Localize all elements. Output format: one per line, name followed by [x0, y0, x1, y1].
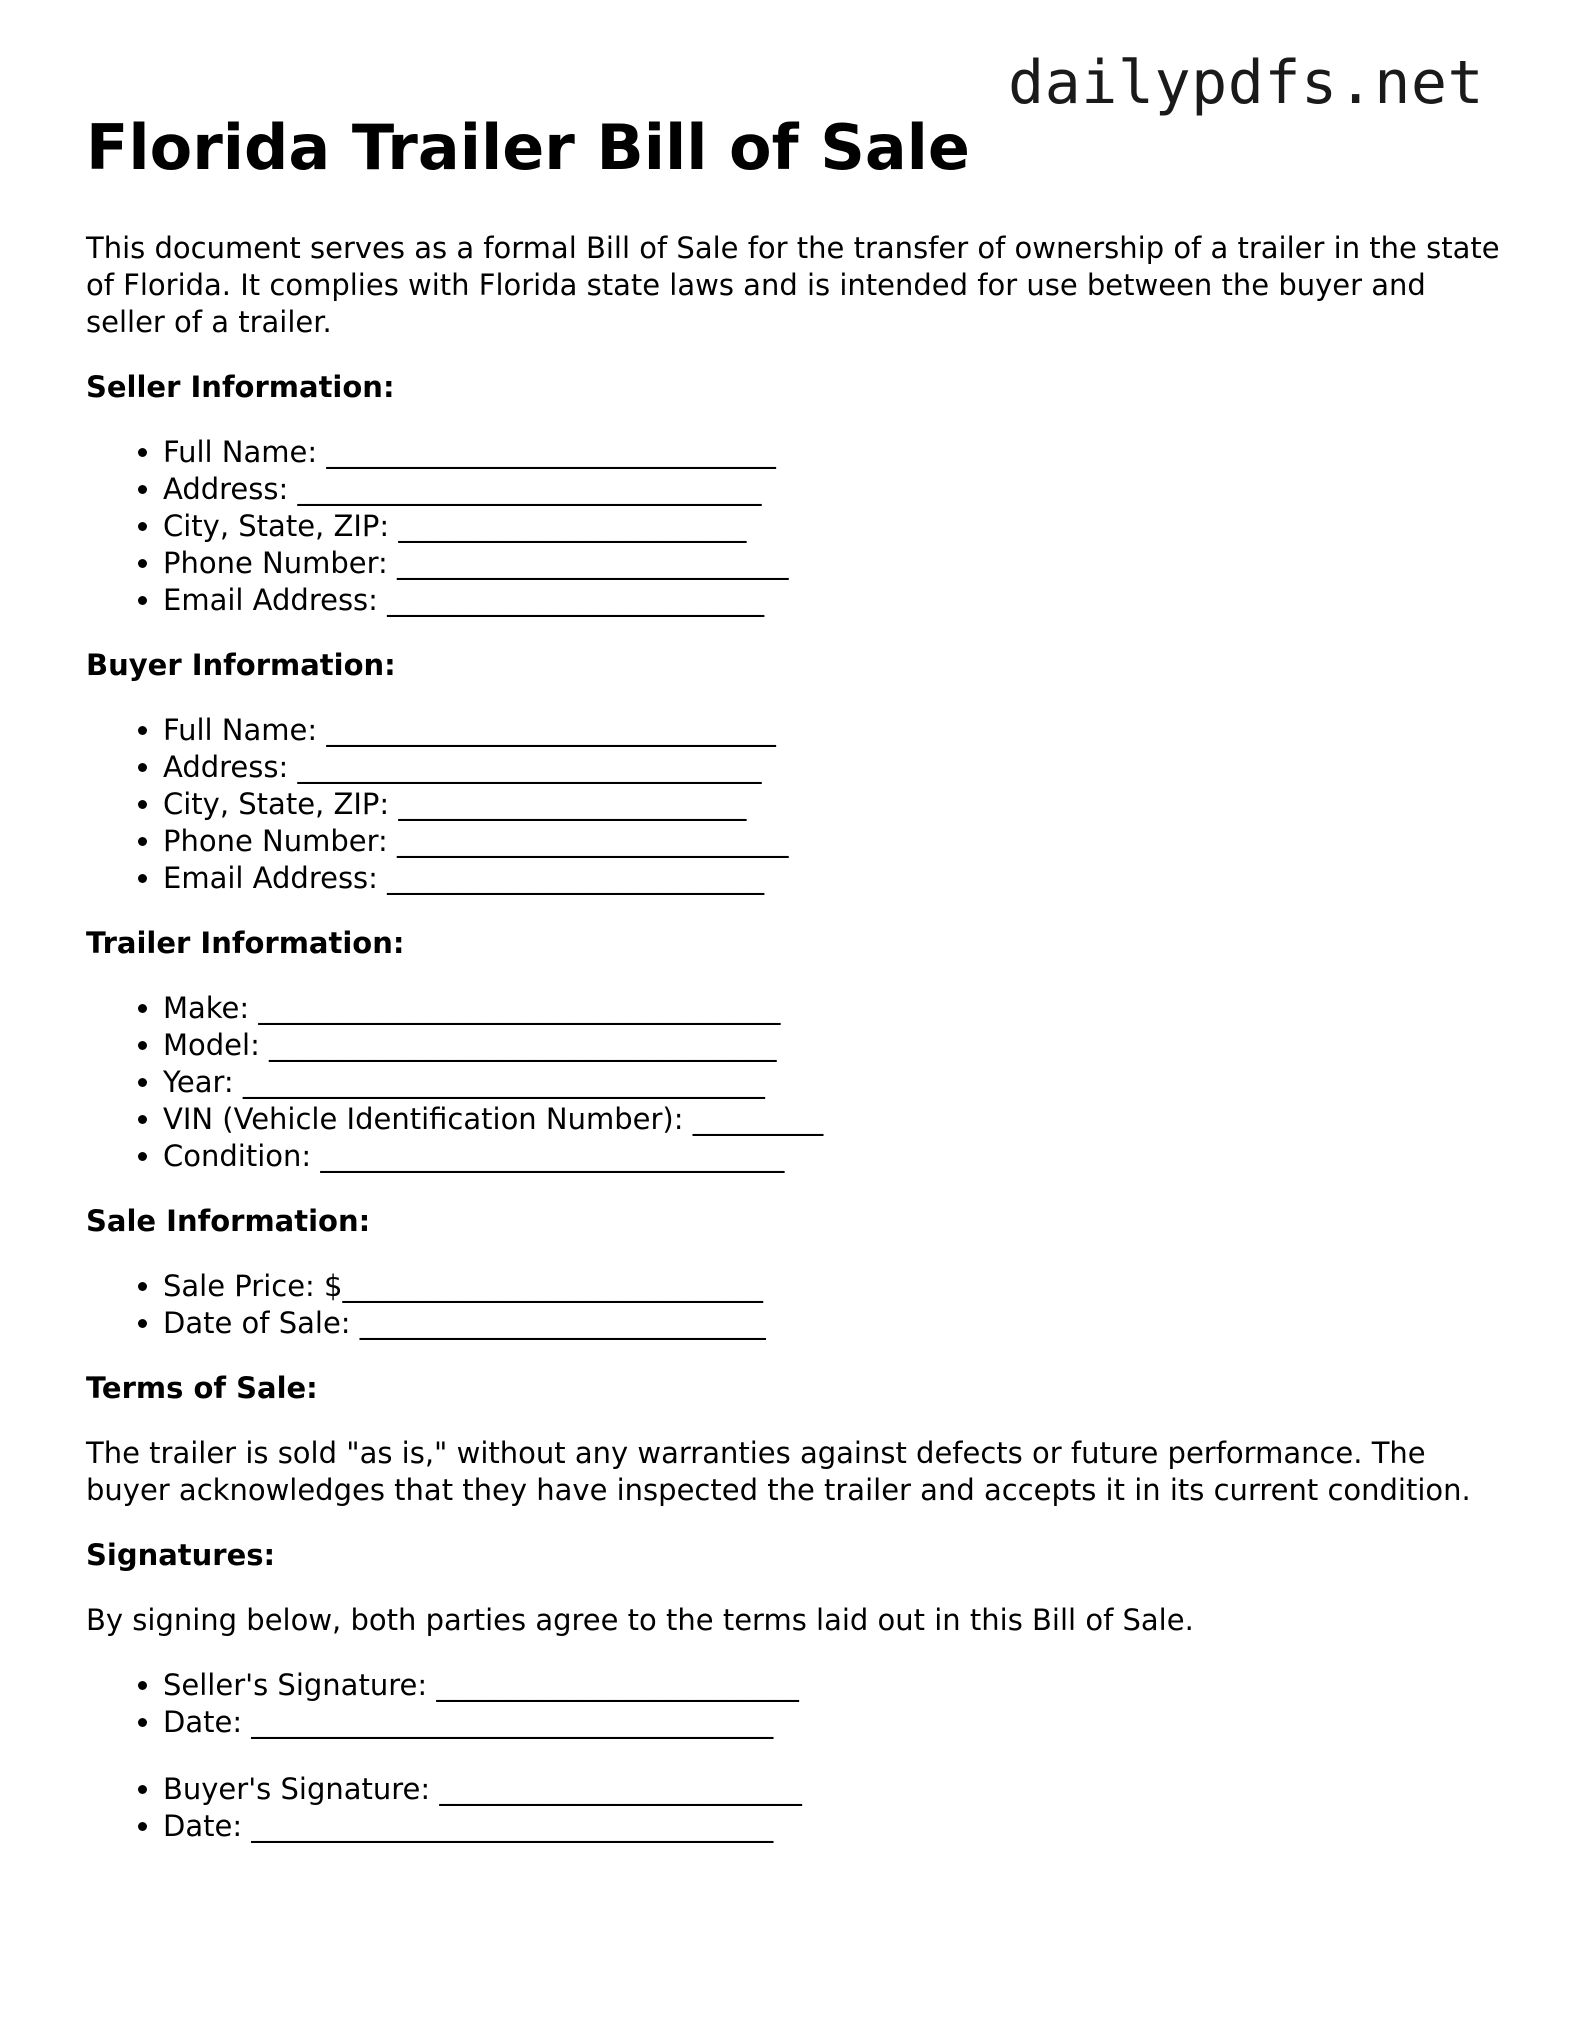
seller-heading: Seller Information:	[86, 370, 395, 404]
signatures-paragraph: By signing below, both parties agree to the terms laid out in this Bill of Sale.	[86, 1603, 1194, 1637]
buyer-signature-date-field: • Date: ____________________________________	[163, 1808, 1506, 1845]
buyer-fields-list	[86, 712, 1506, 897]
buyer-phone-field: • Phone Number: ___________________________	[163, 823, 1506, 860]
watermark: dailypdfs.net	[1008, 48, 1485, 118]
sale-date-field: • Date of Sale: ____________________________	[163, 1305, 1506, 1342]
seller-signature-date-field: • Date: ____________________________________	[163, 1704, 1506, 1741]
buyer-full-name-field: • Full Name: _______________________________	[163, 712, 1506, 749]
trailer-year-field: • Year: ____________________________________	[163, 1064, 1506, 1101]
terms-paragraph: The trailer is sold "as is," without any warranties against defects or future performance. The buyer acknowledges that they have inspected the trailer and accepts it in its current condition.	[86, 1436, 1471, 1507]
trailer-model-field: • Model: ___________________________________	[163, 1027, 1506, 1064]
seller-city-state-zip-field: • City, State, ZIP: ________________________	[163, 508, 1506, 545]
sale-heading: Sale Information:	[86, 1204, 371, 1238]
seller-signature-list	[86, 1667, 1506, 1741]
sale-price-field: • Sale Price: $_____________________________	[163, 1268, 1506, 1305]
buyer-signature-list	[86, 1771, 1506, 1845]
trailer-heading: Trailer Information:	[86, 926, 405, 960]
trailer-make-field: • Make: ____________________________________	[163, 990, 1506, 1027]
intro-paragraph: This document serves as a formal Bill of Sale for the transfer of ownership of a trailer in the state of Florida. It complies with Florida state laws and is intended for use between the buyer and seller of a trailer.	[86, 231, 1500, 339]
buyer-city-state-zip-field: • City, State, ZIP: ________________________	[163, 786, 1506, 823]
terms-heading: Terms of Sale:	[86, 1371, 318, 1405]
trailer-vin-field: • VIN (Vehicle Identification Number): _________	[163, 1101, 1506, 1138]
trailer-fields-list	[86, 990, 1506, 1175]
seller-fields-list	[86, 434, 1506, 619]
seller-address-field: • Address: ________________________________	[163, 471, 1506, 508]
document-body	[86, 108, 1506, 1873]
signatures-heading: Signatures:	[86, 1538, 276, 1572]
buyer-address-field: • Address: ________________________________	[163, 749, 1506, 786]
trailer-condition-field: • Condition: ________________________________	[163, 1138, 1506, 1175]
seller-phone-field: • Phone Number: ___________________________	[163, 545, 1506, 582]
seller-signature-field: • Seller's Signature: _________________________	[163, 1667, 1506, 1704]
document-title: Florida Trailer Bill of Sale	[86, 111, 970, 184]
buyer-heading: Buyer Information:	[86, 648, 396, 682]
buyer-email-field: • Email Address: __________________________	[163, 860, 1506, 897]
seller-email-field: • Email Address: __________________________	[163, 582, 1506, 619]
sale-fields-list	[86, 1268, 1506, 1342]
buyer-signature-field: • Buyer's Signature: _________________________	[163, 1771, 1506, 1808]
seller-full-name-field: • Full Name: _______________________________	[163, 434, 1506, 471]
